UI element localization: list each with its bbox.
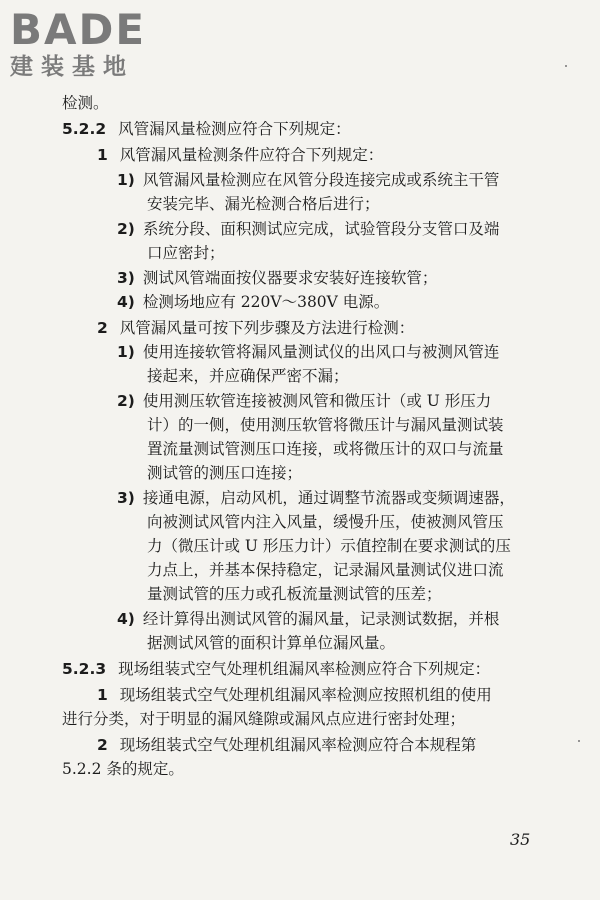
subitem-text: 计）的一侧，使用测压软管将微压计与漏风量测试装 xyxy=(147,416,504,434)
subitem-text: 检测场地应有 220V～380V 电源。 xyxy=(142,293,390,311)
item-number: 2 xyxy=(97,319,108,337)
subitem-2-1-line xyxy=(117,342,499,362)
subitem-text: 口应密封； xyxy=(147,244,225,262)
item-1-heading xyxy=(97,145,383,165)
subitem-1-4-line xyxy=(117,292,389,312)
logo-subtitle: 建装基地 xyxy=(10,54,134,80)
subitem-text: 经计算得出测试风管的漏风量，记录测试数据，并根 xyxy=(142,610,500,628)
subitem-number: 4) xyxy=(117,293,135,311)
subitem-text: 使用测压软管连接被测风管和微压计（或 U 形压力 xyxy=(142,392,492,410)
subitem-2-3-continuation xyxy=(147,536,511,556)
subitem-number: 2) xyxy=(117,220,135,238)
subitem-1-2-continuation xyxy=(147,243,225,263)
paragraph-text: 进行分类，对于明显的漏风缝隙或漏风点应进行密封处理； xyxy=(62,710,466,728)
page-number: 35 xyxy=(510,830,531,849)
paragraph-5-2-3-1-continuation xyxy=(62,709,465,729)
subitem-1-1-continuation xyxy=(147,194,380,214)
subitem-text: 据测试风管的面积计算单位漏风量。 xyxy=(147,634,396,652)
subitem-1-2-line xyxy=(117,219,499,239)
item-text: 风管漏风量检测条件应符合下列规定： xyxy=(119,146,384,164)
subitem-2-3-continuation xyxy=(147,560,504,580)
subitem-text: 接通电源，启动风机，通过调整节流器或变频调速器， xyxy=(142,489,515,507)
paragraph-text: 现场组装式空气处理机组漏风率检测应按照机组的使用 xyxy=(119,686,492,704)
subitem-2-2-continuation xyxy=(147,415,504,435)
subitem-2-3-continuation xyxy=(147,584,442,604)
subitem-text: 力（微压计或 U 形压力计）示值控制在要求测试的压 xyxy=(147,537,511,555)
subitem-2-4-continuation xyxy=(147,633,395,653)
subitem-text: 力点上，并基本保持稳定，记录漏风量测试仪进口流 xyxy=(147,561,504,579)
section-number: 5.2.3 xyxy=(62,660,107,678)
section-heading-5-2-2 xyxy=(62,119,351,139)
subitem-number: 1) xyxy=(117,343,135,361)
subitem-text: 向被测试风管内注入风量，缓慢升压，使被测风管压 xyxy=(147,513,504,531)
scan-speck xyxy=(578,740,580,742)
item-number: 1 xyxy=(97,686,108,704)
subitem-number: 3) xyxy=(117,269,135,287)
subitem-text: 测试管的测压口连接； xyxy=(147,464,303,482)
text-line xyxy=(62,93,109,113)
section-number: 5.2.2 xyxy=(62,120,107,138)
subitem-1-3-line xyxy=(117,268,437,288)
subitem-2-3-line xyxy=(117,488,515,508)
subitem-1-1-line xyxy=(117,170,499,190)
section-heading-5-2-3 xyxy=(62,659,490,679)
watermark-logo xyxy=(10,5,180,81)
item-number: 1 xyxy=(97,146,108,164)
subitem-text: 使用连接软管将漏风量测试仪的出风口与被测风管连 xyxy=(142,343,500,361)
paragraph-5-2-3-1 xyxy=(97,685,492,705)
subitem-2-2-line xyxy=(117,391,491,411)
subitem-text: 风管漏风量检测应在风管分段连接完成或系统主干管 xyxy=(142,171,500,189)
subitem-text: 安装完毕、漏光检测合格后进行； xyxy=(147,195,380,213)
subitem-2-2-continuation xyxy=(147,463,302,483)
paragraph-text: 现场组装式空气处理机组漏风率检测应符合本规程第 xyxy=(119,736,477,754)
section-title: 现场组装式空气处理机组漏风率检测应符合下列规定： xyxy=(118,660,491,678)
item-number: 2 xyxy=(97,736,108,754)
subitem-2-1-continuation xyxy=(147,366,349,386)
subitem-text: 测试风管端面按仪器要求安装好连接软管； xyxy=(142,269,438,287)
section-title: 风管漏风量检测应符合下列规定： xyxy=(118,120,351,138)
subitem-number: 4) xyxy=(117,610,135,628)
subitem-number: 1) xyxy=(117,171,135,189)
subitem-text: 接起来，并应确保严密不漏； xyxy=(147,367,349,385)
subitem-number: 2) xyxy=(117,392,135,410)
logo-brand: BADE xyxy=(10,5,147,54)
subitem-number: 3) xyxy=(117,489,135,507)
subitem-2-3-continuation xyxy=(147,512,504,532)
subitem-text: 量测试管的压力或孔板流量测试管的压差； xyxy=(147,585,442,603)
item-2-heading xyxy=(97,318,414,338)
continued-text: 检测。 xyxy=(62,94,109,112)
subitem-2-4-line xyxy=(117,609,499,629)
paragraph-5-2-3-2 xyxy=(97,735,476,755)
subitem-2-2-continuation xyxy=(147,439,504,459)
item-text: 风管漏风量可按下列步骤及方法进行检测： xyxy=(119,319,415,337)
paragraph-text: 5.2.2 条的规定。 xyxy=(62,760,184,778)
scan-speck xyxy=(565,65,567,67)
subitem-text: 置流量测试管测压口连接，或将微压计的双口与流量 xyxy=(147,440,504,458)
subitem-text: 系统分段、面积测试应完成，试验管段分支管口及端 xyxy=(142,220,500,238)
paragraph-5-2-3-2-continuation xyxy=(62,759,184,779)
